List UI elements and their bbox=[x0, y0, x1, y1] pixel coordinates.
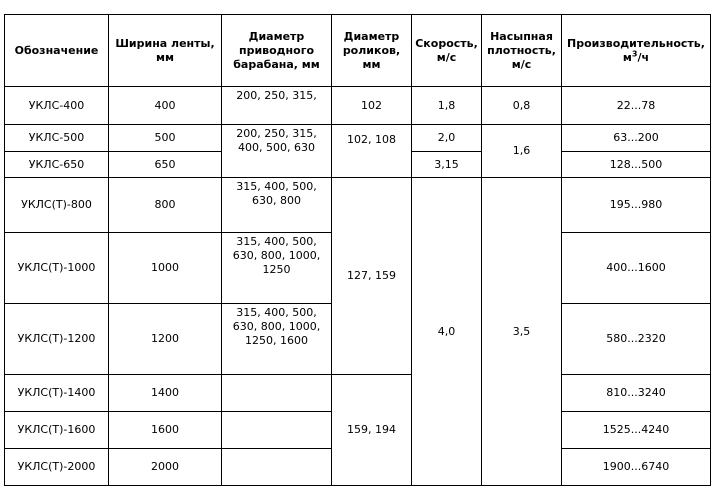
cell-drum-diameter: 200, 250, 315, bbox=[222, 87, 332, 125]
header-belt-width: Ширина ленты, мм bbox=[109, 15, 222, 87]
cell-designation: УКЛС(Т)-1000 bbox=[5, 233, 109, 304]
cell-drum-diameter-empty bbox=[222, 412, 332, 449]
cell-belt-width: 1000 bbox=[109, 233, 222, 304]
cell-designation: УКЛС(Т)-2000 bbox=[5, 449, 109, 486]
cell-belt-width: 500 bbox=[109, 125, 222, 152]
conveyor-spec-table bbox=[4, 14, 711, 486]
table-row bbox=[5, 178, 711, 233]
cell-bulk-density: 0,8 bbox=[482, 87, 562, 125]
cell-designation: УКЛС-400 bbox=[5, 87, 109, 125]
cell-speed: 2,0 bbox=[412, 125, 482, 152]
cell-roller-diameter: 102 bbox=[332, 87, 412, 125]
cell-roller-diameter: 102, 108 bbox=[332, 125, 412, 178]
cell-designation: УКЛС(Т)-1400 bbox=[5, 375, 109, 412]
cell-drum-diameter: 315, 400, 500, 630, 800, 1000, 1250, 1600 bbox=[222, 304, 332, 375]
header-capacity bbox=[562, 15, 711, 87]
cell-drum-diameter-empty bbox=[222, 375, 332, 412]
cell-belt-width: 800 bbox=[109, 178, 222, 233]
cell-belt-width: 1600 bbox=[109, 412, 222, 449]
cell-speed: 4,0 bbox=[412, 178, 482, 486]
cell-roller-diameter: 159, 194 bbox=[332, 375, 412, 486]
table-row bbox=[5, 125, 711, 152]
cell-belt-width: 1400 bbox=[109, 375, 222, 412]
cell-belt-width: 2000 bbox=[109, 449, 222, 486]
cell-roller-diameter: 127, 159 bbox=[332, 178, 412, 375]
header-roller-diameter: Диаметр роликов, мм bbox=[332, 15, 412, 87]
cell-drum-diameter: 315, 400, 500, 630, 800 bbox=[222, 178, 332, 233]
header-capacity-sup: 3 bbox=[631, 48, 638, 58]
table-row bbox=[5, 87, 711, 125]
cell-capacity: 1900...6740 bbox=[562, 449, 711, 486]
cell-capacity: 580...2320 bbox=[562, 304, 711, 375]
header-speed: Скорость, м/с bbox=[412, 15, 482, 87]
cell-designation: УКЛС(Т)-800 bbox=[5, 178, 109, 233]
cell-speed: 1,8 bbox=[412, 87, 482, 125]
table-row bbox=[5, 375, 711, 412]
cell-belt-width: 650 bbox=[109, 152, 222, 178]
cell-capacity: 22...78 bbox=[562, 87, 711, 125]
cell-designation: УКЛС(Т)-1600 bbox=[5, 412, 109, 449]
cell-drum-diameter-empty bbox=[222, 449, 332, 486]
cell-belt-width: 1200 bbox=[109, 304, 222, 375]
cell-capacity: 810...3240 bbox=[562, 375, 711, 412]
cell-designation: УКЛС-500 bbox=[5, 125, 109, 152]
header-capacity-suffix: /ч bbox=[637, 50, 650, 64]
cell-capacity: 63...200 bbox=[562, 125, 711, 152]
header-bulk-density: Насыпная плотность, м/с bbox=[482, 15, 562, 87]
cell-belt-width: 400 bbox=[109, 87, 222, 125]
cell-speed: 3,15 bbox=[412, 152, 482, 178]
header-capacity-prefix: Производительность, м bbox=[567, 36, 705, 64]
cell-bulk-density: 3,5 bbox=[482, 178, 562, 486]
header-drum-diameter: Диаметр приводного барабана, мм bbox=[222, 15, 332, 87]
cell-capacity: 1525...4240 bbox=[562, 412, 711, 449]
cell-designation: УКЛС(Т)-1200 bbox=[5, 304, 109, 375]
cell-capacity: 195...980 bbox=[562, 178, 711, 233]
cell-capacity: 400...1600 bbox=[562, 233, 711, 304]
header-row bbox=[5, 15, 711, 87]
cell-capacity: 128...500 bbox=[562, 152, 711, 178]
cell-designation: УКЛС-650 bbox=[5, 152, 109, 178]
cell-drum-diameter: 315, 400, 500, 630, 800, 1000, 1250 bbox=[222, 233, 332, 304]
cell-bulk-density: 1,6 bbox=[482, 125, 562, 178]
cell-drum-diameter: 200, 250, 315, 400, 500, 630 bbox=[222, 125, 332, 178]
header-designation: Обозначение bbox=[5, 15, 109, 87]
